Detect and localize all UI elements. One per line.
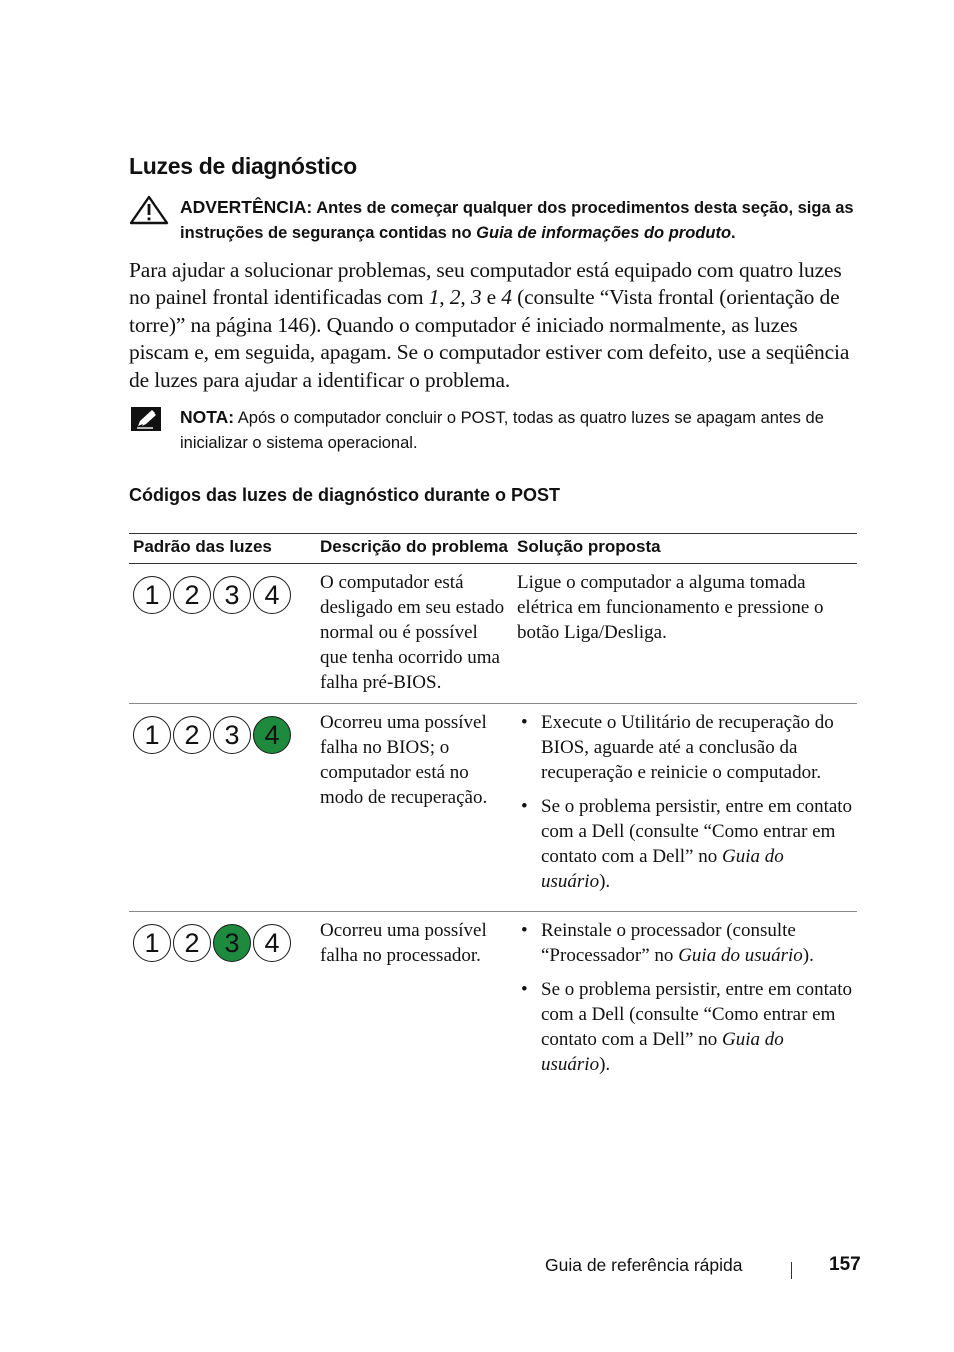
guide-ref: Guia do usuário [678,945,803,966]
intro-sep: , [460,285,471,310]
light-1-indicator: 1 [133,716,171,754]
solution-item [517,918,853,968]
note-label: NOTA: [180,407,235,427]
problem-description: O computador está desligado em seu estado normal ou é possível que tenha ocorrido uma falha pré-BIOS. [316,564,513,704]
proposed-solution [513,704,857,912]
guide-ref: Guia do usuário [541,1029,784,1075]
warning-triangle-icon [129,195,169,230]
light-4-indicator: 4 [253,576,291,614]
light-4-indicator: 4 [253,924,291,962]
light-pattern [129,564,316,704]
warning-notice [129,195,857,246]
light-2-indicator: 2 [173,716,211,754]
light-1-indicator: 1 [133,924,171,962]
solution-item [517,794,853,894]
intro-text: (consulte “Vista frontal (orientação de torre)” na página 146). Quando o computador é iniciado normalmente, as luzes piscam e, em seguida, apagam. Se o computador estiver com defeito, use a seqüência de luzes para ajudar a identificar o problema. [129,285,850,392]
light-pattern-lights [133,918,312,962]
table-header-row [129,534,857,564]
warning-text: Antes de começar qualquer dos procedimentos desta seção, siga as instruções de segurança contidas no [180,199,854,242]
table-row [129,564,857,704]
light-3-indicator: 3 [213,716,251,754]
table-title: Códigos das luzes de diagnóstico durante o POST [129,485,561,505]
note-pencil-icon [129,405,163,438]
warning-text-end: . [731,224,736,242]
warning-guide-ref: Guia de informações do produto [476,224,732,242]
solution-item [517,710,853,785]
light-pattern [129,912,316,1095]
light-ref-3: 3 [470,285,482,310]
table-row [129,704,857,912]
intro-sep: e [481,285,502,310]
problem-description: Ocorreu uma possível falha no processador. [320,920,487,966]
light-2-indicator: 2 [173,924,211,962]
light-1-indicator: 1 [133,576,171,614]
intro-paragraph [129,257,857,394]
proposed-solution: Ligue o computador a alguma tomada elétrica em funcionamento e pressione o botão Liga/Desliga. [513,564,857,704]
light-pattern-lights [133,570,312,614]
light-2-indicator: 2 [173,576,211,614]
section-heading: Luzes de diagnóstico [129,153,357,179]
light-pattern [129,704,316,912]
footer-title: Guia de referência rápida [545,1255,743,1275]
light-pattern-lights [133,710,312,754]
solution-list [517,918,853,1077]
intro-text: Para ajudar a solucionar problemas, seu computador está equipado com quatro luzes no painel frontal identificadas com [129,258,842,310]
solution-text: Execute o Utilitário de recuperação do BIOS, aguarde até a conclusão da recuperação e reinicie o computador. [541,712,834,783]
solution-text: Se o problema persistir, entre em contato com a Dell (consulte “Como entrar em contato com a Dell” no [541,796,853,867]
light-3-indicator: 3 [213,576,251,614]
light-3-indicator: 3 [213,924,251,962]
solution-text: Se o problema persistir, entre em contato com a Dell (consulte “Como entrar em contato com a Dell” no [541,979,853,1050]
light-ref-1: 1 [428,285,440,310]
light-ref-4: 4 [501,285,512,310]
header-description: Descrição do problema [316,534,513,564]
solution-item [517,977,853,1077]
table-row [129,912,857,1095]
header-pattern: Padrão das luzes [129,534,316,564]
solution-text-end: ). [599,871,611,892]
note-notice [129,405,857,456]
solution-list [517,710,853,894]
page-number: 157 [829,1254,861,1275]
solution-text: Reinstale o processador (consulte “Processador” no [541,920,796,966]
light-4-indicator: 4 [253,716,291,754]
intro-sep: , [439,285,450,310]
header-solution: Solução proposta [513,534,857,564]
proposed-solution [513,912,857,1095]
solution-text-end: ). [802,945,814,966]
guide-ref: Guia do usuário [541,846,784,892]
note-text: Após o computador concluir o POST, todas as quatro luzes se apagam antes de inicializar o sistema operacional. [180,409,824,452]
warning-label: ADVERTÊNCIA: [180,197,313,217]
solution-text-end: ). [599,1054,611,1075]
problem-description: Ocorreu uma possível falha no BIOS; o computador está no modo de recuperação. [316,704,513,912]
footer-divider [791,1262,792,1279]
light-ref-2: 2 [449,285,461,310]
diagnostic-lights-table [129,533,857,1094]
